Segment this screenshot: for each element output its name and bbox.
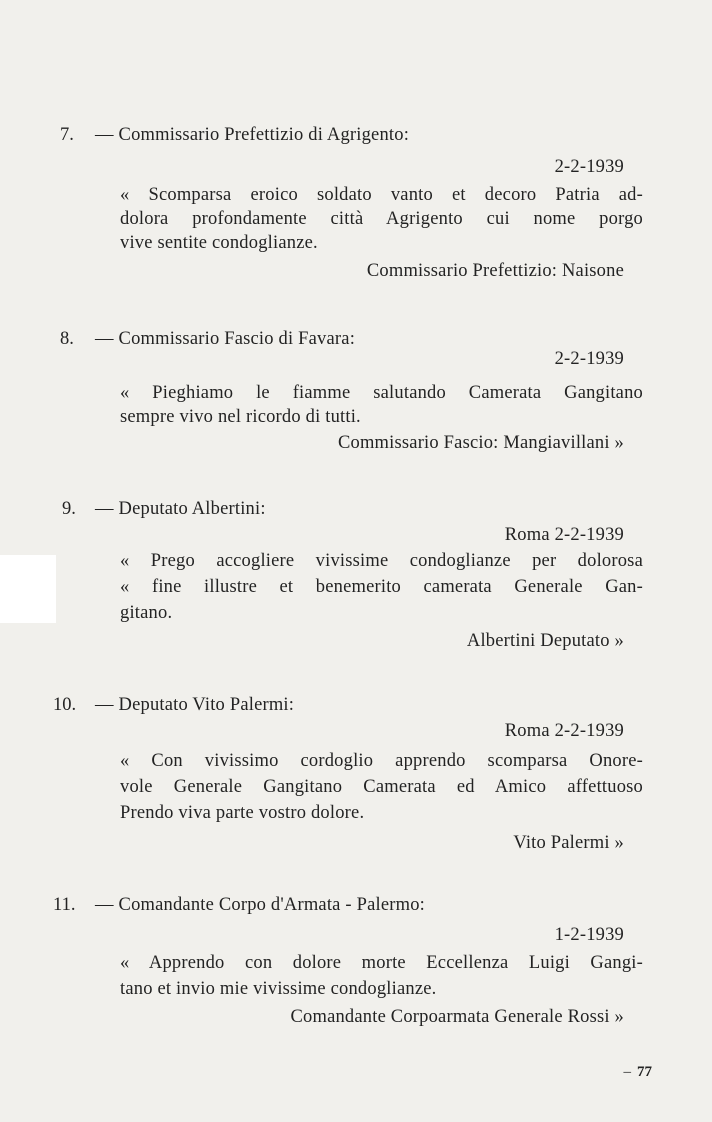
entry-date: 2-2-1939 — [554, 349, 624, 369]
entry-date: 2-2-1939 — [554, 157, 624, 177]
entry-number: 11. — [53, 895, 76, 915]
body-line: « Apprendo con dolore morte Eccellenza Luigi Gangi- — [120, 953, 643, 973]
entry-date: Roma 2-2-1939 — [504, 525, 624, 545]
body-line: gitano. — [120, 603, 173, 623]
blank-patch — [0, 555, 56, 623]
body-line: dolora profondamente città Agrigento cui nome porgo — [120, 209, 643, 229]
entry-signature: Albertini Deputato » — [466, 631, 624, 651]
entry-heading: — Comandante Corpo d'Armata - Palermo: — [95, 895, 425, 915]
entry-heading: — Commissario Prefettizio di Agrigento: — [95, 125, 410, 145]
entry-signature: Comandante Corpoarmata Generale Rossi » — [290, 1007, 624, 1027]
body-line: sempre vivo nel ricordo di tutti. — [120, 407, 361, 427]
page-number-dash: – — [623, 1064, 631, 1080]
body-line: « fine illustre et benemerito camerata Generale Gan- — [120, 577, 643, 597]
entry-number: 10. — [53, 695, 77, 715]
body-line: « Prego accogliere vivissime condoglianze per dolorosa — [120, 551, 643, 571]
entry-number: 9. — [62, 499, 76, 519]
body-line: tano et invio mie vivissime condoglianze. — [120, 979, 437, 999]
entry-heading: — Commissario Fascio di Favara: — [95, 329, 356, 349]
entry-signature: Commissario Fascio: Mangiavillani » — [337, 433, 624, 453]
body-line: vole Generale Gangitano Camerata ed Amico affettuoso — [120, 777, 643, 797]
entry-heading: — Deputato Albertini: — [95, 499, 266, 519]
body-line: vive sentite condoglianze. — [120, 233, 318, 253]
page-number — [624, 1064, 653, 1081]
page-number-value: 77 — [637, 1064, 652, 1080]
entry-heading: — Deputato Vito Palermi: — [95, 695, 295, 715]
body-line: « Pieghiamo le fiamme salutando Camerata Gangitano — [120, 383, 643, 403]
entry-number: 7. — [60, 125, 74, 145]
body-line: Prendo viva parte vostro dolore. — [120, 803, 365, 823]
body-line: « Scomparsa eroico soldato vanto et decoro Patria ad- — [120, 185, 643, 205]
body-line: « Con vivissimo cordoglio apprendo scomparsa Onore- — [120, 751, 643, 771]
entry-date: Roma 2-2-1939 — [504, 721, 624, 741]
entry-date: 1-2-1939 — [554, 925, 624, 945]
entry-signature: Commissario Prefettizio: Naisone — [366, 261, 624, 281]
entry-signature: Vito Palermi » — [513, 833, 624, 853]
entry-number: 8. — [60, 329, 74, 349]
